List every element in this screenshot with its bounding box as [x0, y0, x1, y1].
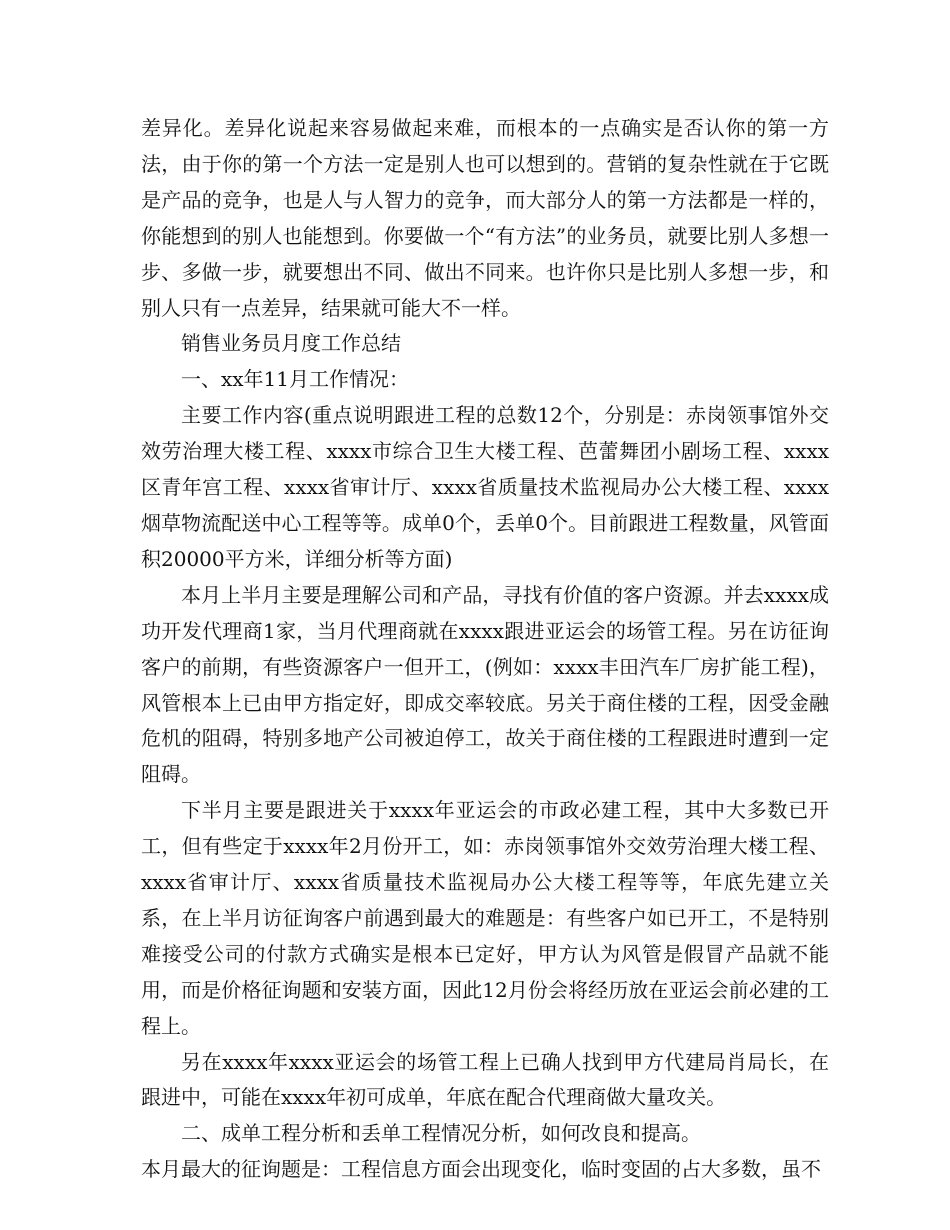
paragraph-asian-games: 另在xxxx年xxxx亚运会的场管工程上已确人找到甲方代建局肖局长，在跟进中，可能在xxxx年初可成单，年底在配合代理商做大量攻关。 [141, 1049, 829, 1110]
document-body [141, 111, 829, 1188]
paragraph-problem: 本月最大的征询题是：工程信息方面会出现变化，临时变固的占大多数，虽不 [141, 1157, 821, 1182]
section-title: 销售业务员月度工作总结 [181, 331, 401, 356]
section-heading-1: 一、xx年11月工作情况： [181, 367, 410, 392]
paragraph-second-half: 下半月主要是跟进关于xxxx年亚运会的市政必建工程，其中大多数已开工，但有些定于xxxx年2月份开工，如：赤岗领事馆外交效劳治理大楼工程、xxxx省审计厅、xxxx省质量技术监视局办公大楼工程等等，年底先建立关系，在上半月访征询客户前遇到最大的难题是：有些客户如已开工，不是特别难接受公司的付款方式确实是根本已定好，甲方认为风管是假冒产品就不能用，而是价格征询题和安装方面，因此12月份会将经历放在亚运会前必建的工程上。 [141, 798, 829, 1038]
paragraph-first-half: 本月上半月主要是理解公司和产品，寻找有价值的客户资源。并去xxxx成功开发代理商1家，当月代理商就在xxxx跟进亚运会的场管工程。另在访征询客户的前期，有些资源客户一但开工，(例如：xxxx丰田汽车厂房扩能工程)，风管根本上已由甲方指定好，即成交率较底。另关于商住楼的工程，因受金融危机的阻碍，特别多地产公司被迫停工，故关于商住楼的工程跟进时遭到一定阻碍。 [141, 582, 829, 787]
paragraph-1: 差异化。差异化说起来容易做起来难，而根本的一点确实是否认你的第一方法，由于你的第一个方法一定是别人也可以想到的。营销的复杂性就在于它既是产品的竞争，也是人与人智力的竞争，而大部分人的第一方法都是一样的，你能想到的别人也能想到。你要做一个“有方法”的业务员，就要比别人多想一步、多做一步，就要想出不同、做出不同来。也许你只是比别人多想一步，和别人只有一点差异，结果就可能大不一样。 [141, 116, 829, 320]
section-heading-2: 二、成单工程分析和丢单工程情况分析，如何改良和提高。 [181, 1121, 701, 1146]
paragraph-main-work: 主要工作内容(重点说明跟进工程的总数12个，分别是：赤岗领事馆外交效劳治理大楼工程、xxxx市综合卫生大楼工程、芭蕾舞团小剧场工程、xxxx区青年宫工程、xxxx省审计厅、xxxx省质量技术监视局办公大楼工程、xxxx烟草物流配送中心工程等等。成单0个，丢单0个。目前跟进工程数量，风管面积20000平方米，详细分析等方面) [141, 403, 829, 571]
